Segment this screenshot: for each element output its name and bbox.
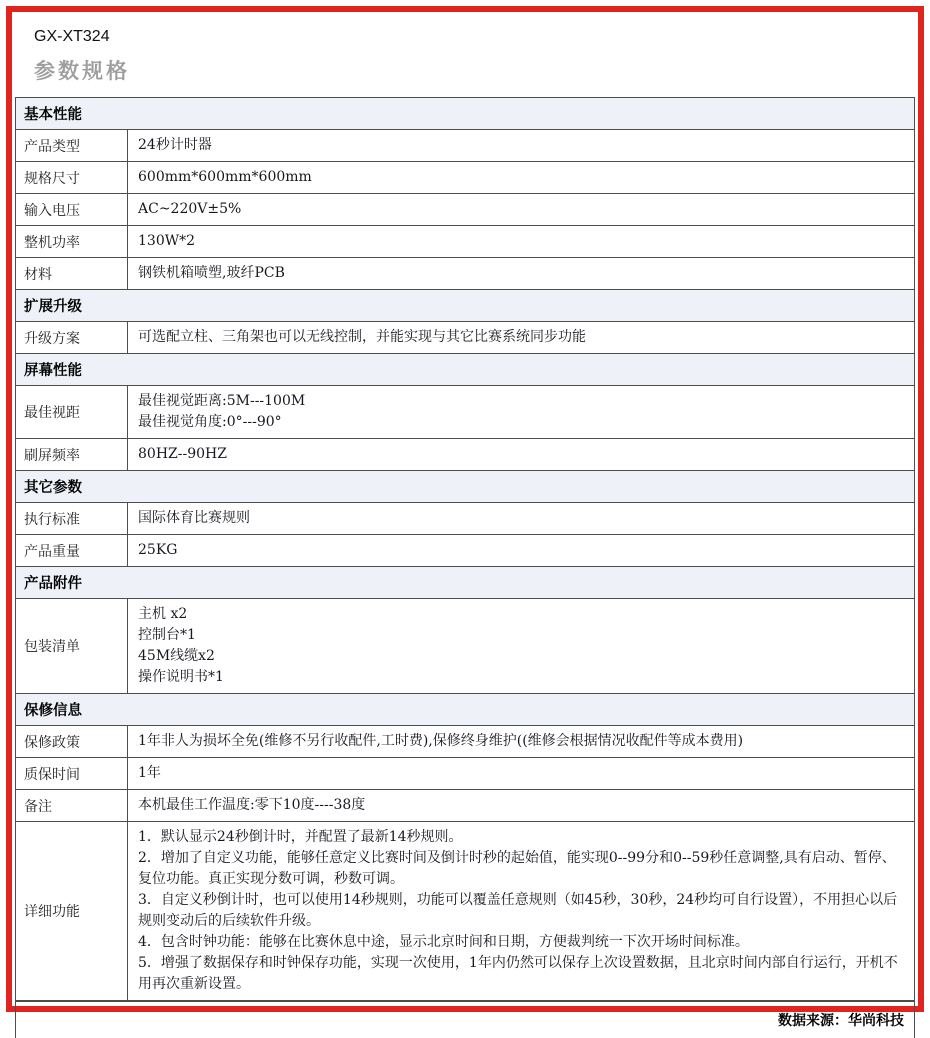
spec-value-line: 130W*2 (138, 233, 196, 249)
spec-value-cell (128, 535, 914, 566)
spec-value-line: 操作说明书*1 (138, 669, 224, 685)
spec-value-line: 国际体育比赛规则 (138, 510, 250, 526)
spec-value-line: 最佳视觉距离:5M---100M (138, 393, 306, 409)
spec-row (16, 726, 914, 758)
spec-value-line: 80HZ--90HZ (138, 446, 227, 462)
spec-row (16, 822, 914, 1001)
spec-value-line: 1年非人为损坏全免(维修不另行收配件,工时费),保修终身维护((维修会根据情况收配件等成本费用) (138, 733, 744, 749)
spec-value-cell (128, 599, 914, 693)
spec-row (16, 439, 914, 471)
spec-row (16, 194, 914, 226)
spec-row (16, 386, 914, 439)
spec-value-line: 4．包含时钟功能：能够在比赛休息中途，显示北京时间和日期，方便裁判统一下次开场时间标准。 (138, 934, 749, 950)
spec-value-line: 25KG (138, 542, 178, 558)
spec-value-line: 控制台*1 (138, 627, 196, 643)
spec-value-cell (128, 758, 914, 789)
spec-row (16, 162, 914, 194)
spec-label-cell: 规格尺寸 (16, 162, 128, 193)
section-header: 屏幕性能 (16, 354, 914, 386)
spec-row (16, 790, 914, 822)
spec-value-cell (128, 258, 914, 289)
section-header: 其它参数 (16, 471, 914, 503)
spec-value-line: 5．增强了数据保存和时钟保存功能，实现一次使用，1年内仍然可以保存上次设置数据，且北京时间内部自行运行，开机不用再次重新设置。 (138, 955, 898, 992)
spec-value-cell (128, 194, 914, 225)
spec-value-cell (128, 822, 914, 1000)
red-annotation-frame (6, 6, 924, 1029)
spec-label-cell: 详细功能 (16, 822, 128, 1000)
section-header: 产品附件 (16, 567, 914, 599)
spec-value-line: 24秒计时器 (138, 137, 212, 153)
spec-label-cell: 输入电压 (16, 194, 128, 225)
spec-value-line: 可选配立柱、三角架也可以无线控制，并能实现与其它比赛系统同步功能 (138, 329, 586, 345)
spec-value-line: 1年 (138, 765, 161, 781)
spec-table (15, 97, 915, 1038)
section-header: 基本性能 (16, 98, 914, 130)
spec-row (16, 258, 914, 290)
title-block (12, 12, 918, 97)
spec-label-cell: 产品重量 (16, 535, 128, 566)
spec-value-line: 600mm*600mm*600mm (138, 169, 312, 185)
spec-value-cell (128, 386, 914, 438)
spec-label-cell: 执行标准 (16, 503, 128, 534)
spec-label-cell: 整机功率 (16, 226, 128, 257)
data-source-footer: 数据来源：华尚科技 (16, 1001, 914, 1038)
section-header: 扩展升级 (16, 290, 914, 322)
spec-value-cell (128, 322, 914, 353)
spec-value-line: 3．自定义秒倒计时，也可以使用14秒规则，功能可以覆盖任意规则（如45秒，30秒，24秒均可自行设置），不用担心以后规则变动后的后续软件升级。 (138, 892, 898, 929)
spec-value-line: 钢铁机箱喷塑,玻纤PCB (138, 265, 285, 281)
spec-row (16, 322, 914, 354)
spec-value-cell (128, 439, 914, 470)
spec-value-line: 1．默认显示24秒倒计时，并配置了最新14秒规则。 (138, 829, 463, 845)
spec-value-cell (128, 226, 914, 257)
spec-label-cell: 刷屏频率 (16, 439, 128, 470)
spec-label-cell: 备注 (16, 790, 128, 821)
spec-value-line: 本机最佳工作温度:零下10度----38度 (138, 797, 366, 813)
spec-row (16, 503, 914, 535)
spec-row (16, 130, 914, 162)
section-header: 保修信息 (16, 694, 914, 726)
spec-label-cell: 产品类型 (16, 130, 128, 161)
spec-value-cell (128, 790, 914, 821)
spec-row (16, 599, 914, 694)
spec-value-cell (128, 130, 914, 161)
spec-label-cell: 升级方案 (16, 322, 128, 353)
spec-value-line: 主机 x2 (138, 606, 188, 622)
spec-label-cell: 包装清单 (16, 599, 128, 693)
spec-label-cell: 材料 (16, 258, 128, 289)
spec-value-line: 最佳视觉角度:0°---90° (138, 414, 282, 430)
spec-value-line: 45M线缆x2 (138, 648, 215, 664)
spec-value-cell (128, 162, 914, 193)
spec-label-cell: 保修政策 (16, 726, 128, 757)
spec-row (16, 758, 914, 790)
spec-value-cell (128, 503, 914, 534)
page-title: 参数规格 (34, 59, 130, 83)
spec-row (16, 226, 914, 258)
spec-value-line: 2．增加了自定义功能，能够任意定义比赛时间及倒计时秒的起始值，能实现0--99分和0--59秒任意调整,具有启动、暂停、复位功能。真正实现分数可调，秒数可调。 (138, 850, 896, 887)
product-model: GX-XT324 (34, 28, 110, 45)
spec-label-cell: 质保时间 (16, 758, 128, 789)
spec-value-cell (128, 726, 914, 757)
spec-value-line: AC~220V±5% (138, 201, 242, 217)
spec-row (16, 535, 914, 567)
spec-label-cell: 最佳视距 (16, 386, 128, 438)
